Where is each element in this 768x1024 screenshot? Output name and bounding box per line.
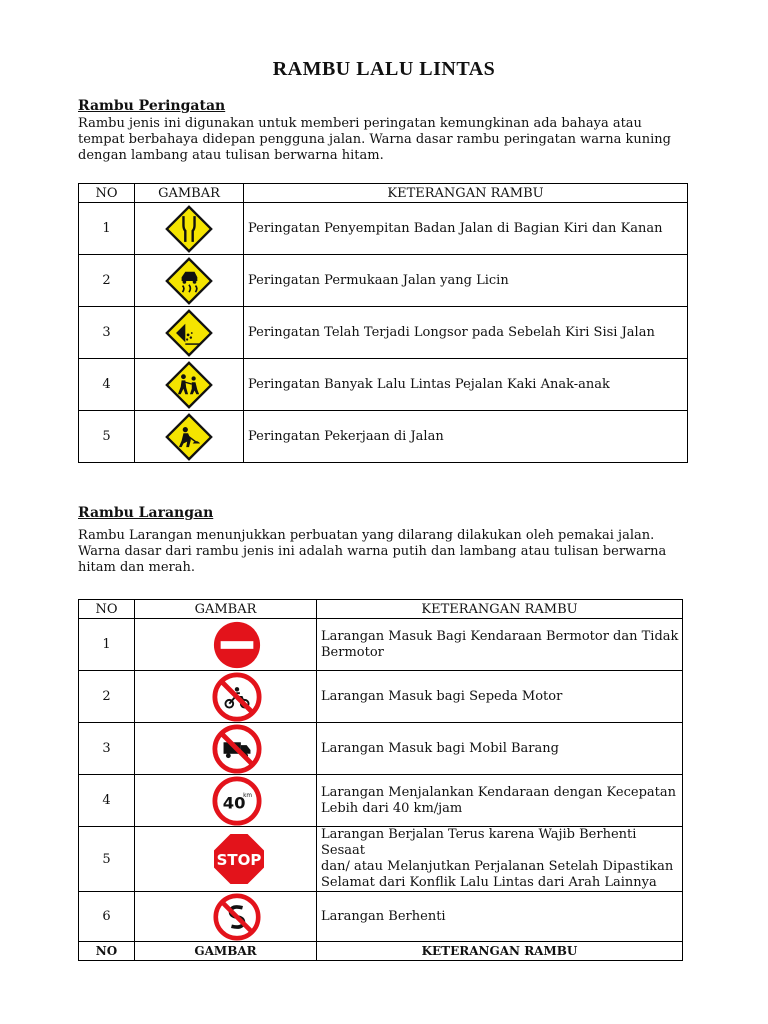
footer-no: NO [79,942,135,961]
row-number: 3 [79,307,135,359]
landslide-sign-icon [163,309,215,357]
row-number: 2 [79,671,135,723]
row-number: 1 [79,203,135,255]
row-description-line: Larangan Menjalankan Kendaraan dengan Kecepatan [321,784,677,800]
row-number: 5 [79,411,135,463]
table-row [79,892,683,942]
speed-limit-value: 40 [222,793,246,813]
footer-keterangan: KETERANGAN RAMBU [317,942,683,961]
header-keterangan: KETERANGAN RAMBU [317,600,683,619]
road-work-sign-icon [163,413,215,461]
row-description [317,619,683,671]
row-number: 6 [79,892,135,942]
paragraph-line: dengan lambang atau tulisan berwarna hitam. [78,148,384,163]
header-no: NO [79,184,135,203]
table-header-row [79,600,683,619]
row-description-line: Lebih dari 40 km/jam [321,800,463,816]
row-number: 2 [79,255,135,307]
row-description: Larangan Masuk bagi Mobil Barang [317,723,683,775]
row-number: 3 [79,723,135,775]
table-row [79,359,688,411]
table-row [79,671,683,723]
header-gambar: GAMBAR [135,184,244,203]
section-heading-larangan: Rambu Larangan [78,505,214,521]
row-description [317,775,683,827]
header-gambar: GAMBAR [135,600,317,619]
row-description-line: Larangan Masuk Bagi Kendaraan Bermotor dan Tidak [321,628,679,644]
row-description-line: dan/ atau Melanjutkan Perjalanan Setelah Dipastikan [321,859,674,874]
table-row [79,255,688,307]
row-description-line: Bermotor [321,644,384,660]
row-description: Peringatan Permukaan Jalan yang Licin [244,255,688,307]
table-row [79,307,688,359]
table-row [79,619,683,671]
header-keterangan: KETERANGAN RAMBU [244,184,688,203]
paragraph-line: Warna dasar dari rambu jenis ini adalah warna putih dan lambang atau tulisan berwarna [78,544,667,559]
no-motorcycle-sign-icon [211,672,263,722]
row-description: Peringatan Penyempitan Badan Jalan di Bagian Kiri dan Kanan [244,203,688,255]
warning-signs-table [78,183,688,463]
table-row [79,411,688,463]
children-crossing-sign-icon [163,361,215,409]
road-narrows-sign-icon [163,205,215,253]
paragraph-line: hitam dan merah. [78,560,196,575]
row-description-line: Larangan Berjalan Terus karena Wajib Berhenti Sesaat [321,827,637,858]
slippery-road-sign-icon [163,257,215,305]
row-number: 5 [79,827,135,892]
row-description [317,827,683,892]
table-footer-row [79,942,683,961]
prohibition-signs-table [78,599,683,961]
stop-sign-icon [211,831,267,887]
paragraph-peringatan [78,116,687,164]
table-row [79,723,683,775]
stop-sign-text: STOP [216,851,262,869]
speed-limit-40-sign-icon [211,776,263,826]
row-description: Peringatan Telah Terjadi Longsor pada Sebelah Kiri Sisi Jalan [244,307,688,359]
no-entry-sign-icon [211,620,263,670]
paragraph-larangan [78,528,687,576]
row-number: 4 [79,359,135,411]
speed-limit-unit: km [243,792,253,799]
row-number: 1 [79,619,135,671]
table-row [79,775,683,827]
table-row [79,203,688,255]
footer-gambar: GAMBAR [135,942,317,961]
paragraph-line: Rambu jenis ini digunakan untuk memberi peringatan kemungkinan ada bahaya atau [78,116,642,131]
table-row [79,827,683,892]
row-description: Larangan Berhenti [317,892,683,942]
row-description: Larangan Masuk bagi Sepeda Motor [317,671,683,723]
no-stopping-sign-icon [211,893,263,941]
section-heading-peringatan: Rambu Peringatan [78,98,226,114]
no-trucks-sign-icon [211,724,263,774]
row-description: Peringatan Pekerjaan di Jalan [244,411,688,463]
page-title: RAMBU LALU LINTAS [272,58,496,80]
row-description-line: Selamat dari Konflik Lalu Lintas dari Arah Lainnya [321,875,657,890]
header-no: NO [79,600,135,619]
table-header-row [79,184,688,203]
row-description: Peringatan Banyak Lalu Lintas Pejalan Kaki Anak-anak [244,359,688,411]
row-number: 4 [79,775,135,827]
paragraph-line: tempat berbahaya didepan pengguna jalan. Warna dasar rambu peringatan warna kuning [78,132,671,147]
paragraph-line: Rambu Larangan menunjukkan perbuatan yang dilarang dilakukan oleh pemakai jalan. [78,528,655,543]
